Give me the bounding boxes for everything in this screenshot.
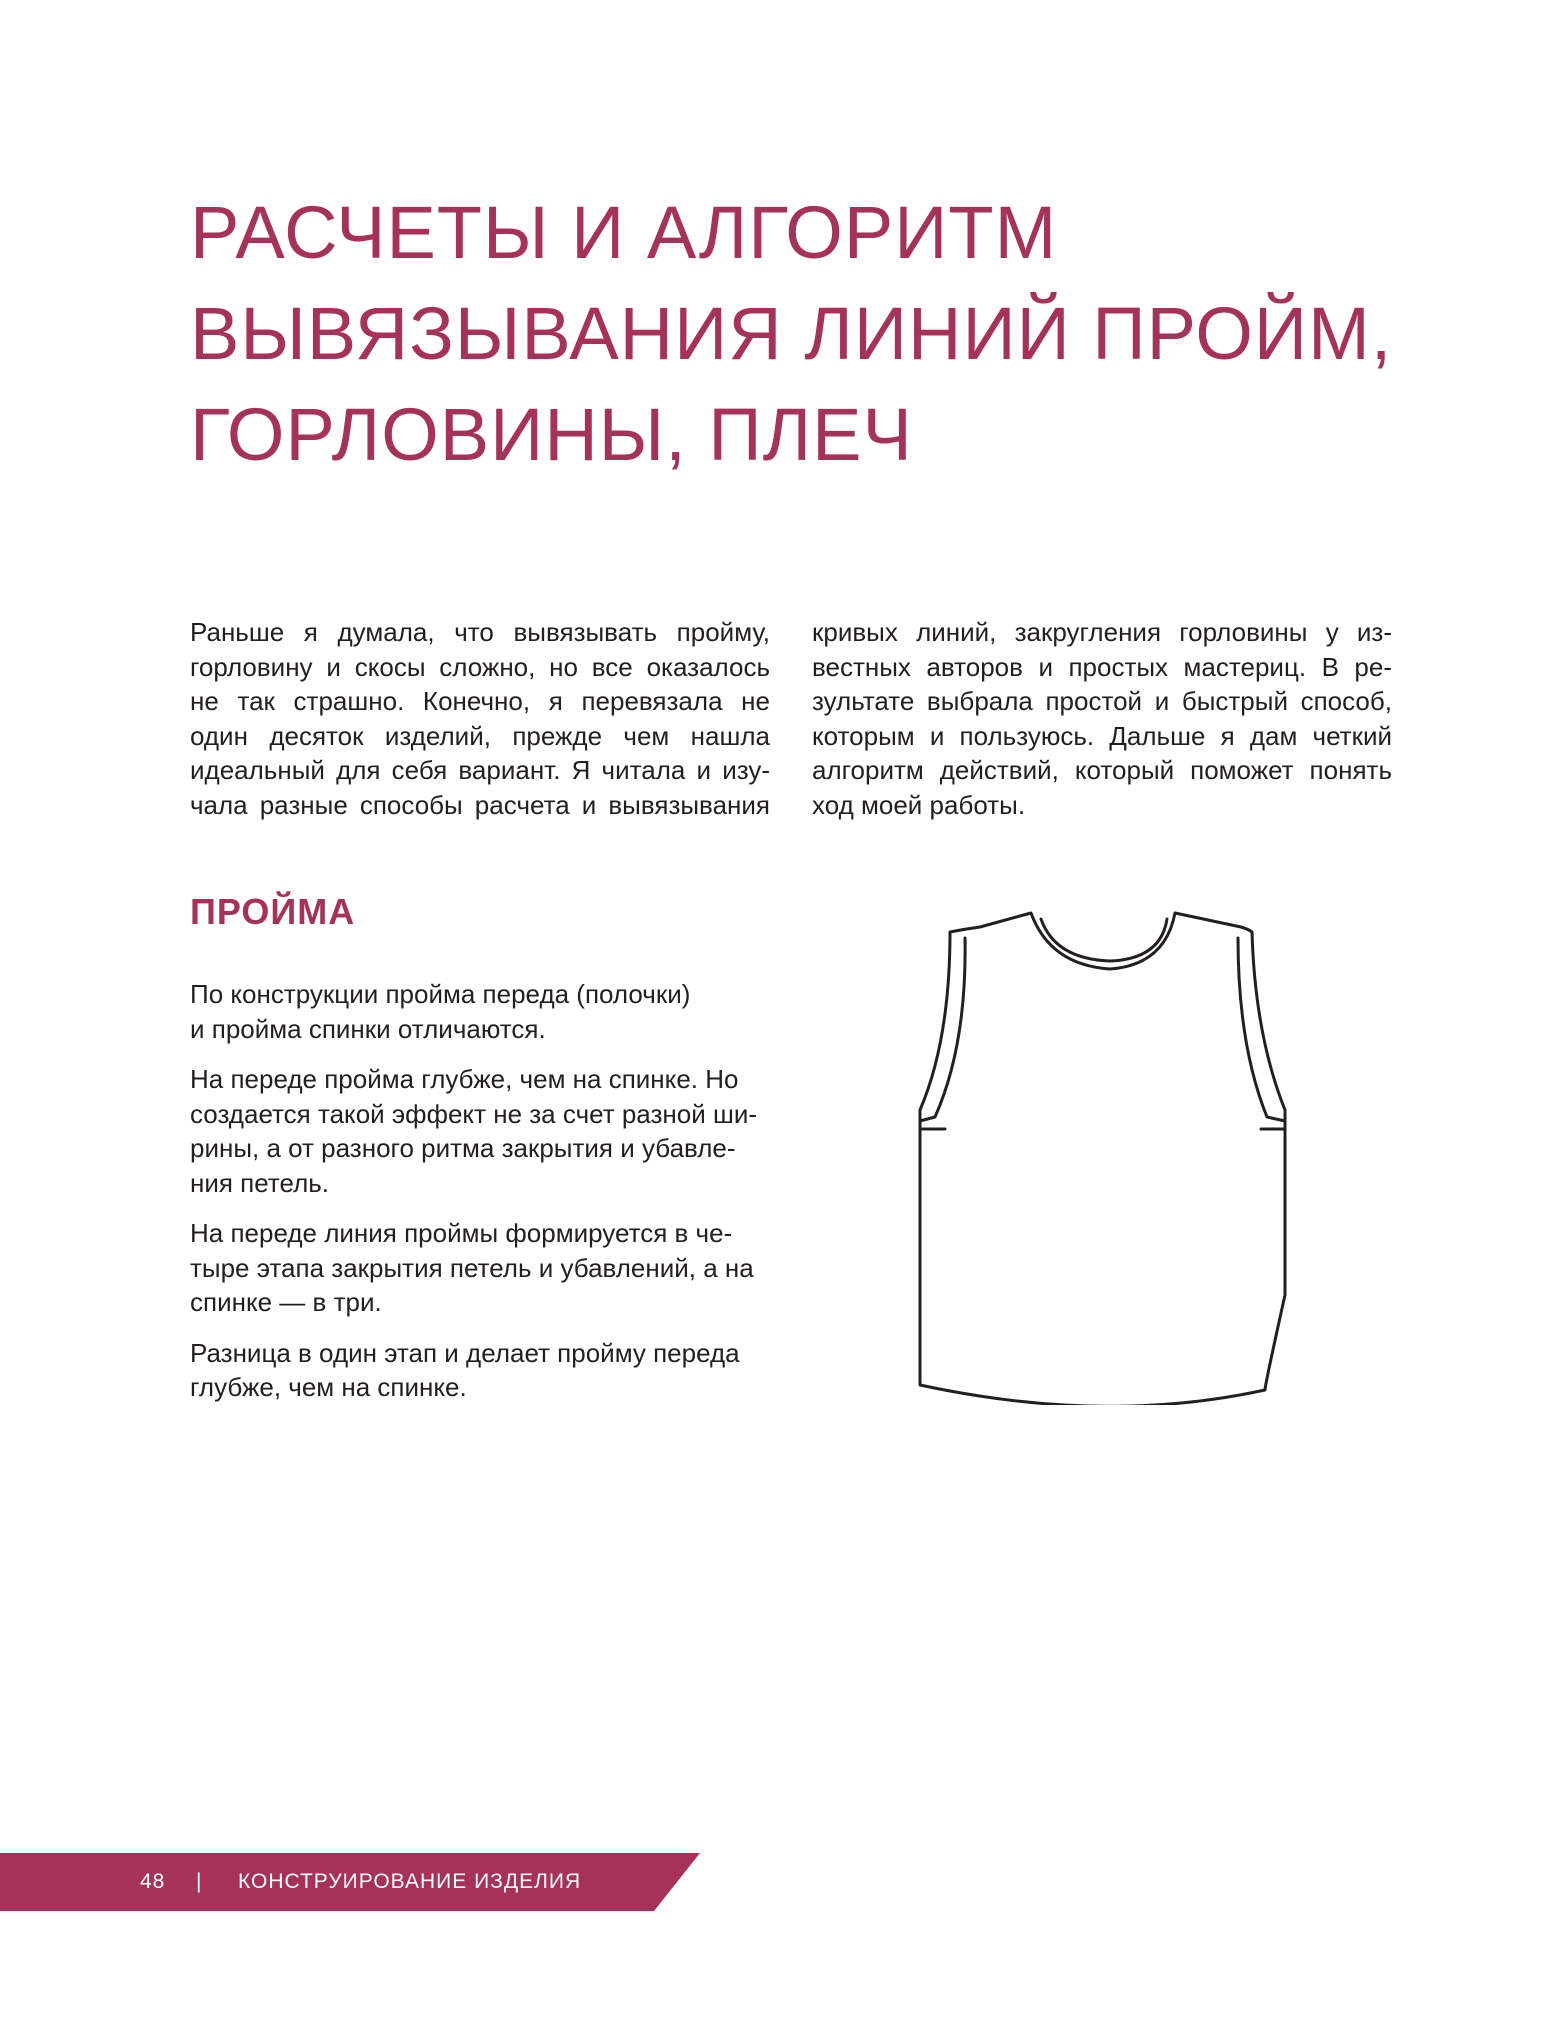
paragraph-line: создается такой эффект не за счет разной ши- — [190, 1098, 757, 1129]
intro-right-line: которым и пользуюсь. Дальше я дам четкий — [812, 720, 1392, 751]
footer-separator: | — [196, 1870, 203, 1893]
section-paragraph — [190, 1216, 770, 1320]
paragraph-line: На переде линия проймы формируется в че- — [190, 1218, 733, 1248]
intro-right-line: ход моей работы. — [812, 789, 1026, 820]
paragraph-line: спинке — в три. — [190, 1287, 382, 1317]
paragraph-line: тыре этапа закрытия петель и убавлений, а на — [190, 1252, 754, 1283]
section-paragraph — [190, 977, 770, 1046]
section-paragraph — [190, 1336, 770, 1405]
paragraph-line: По конструкции пройма переда (полочки) — [190, 979, 691, 1009]
title-line-3: ГОРЛОВИНЫ, ПЛЕЧ — [190, 393, 913, 476]
section-paragraph — [190, 1062, 770, 1200]
intro-right-line: кривых линий, закругления горловины у из- — [812, 617, 1392, 647]
paragraph-line: ния петель. — [190, 1167, 330, 1198]
paragraph-line: и пройма спинки отличаются. — [190, 1013, 546, 1044]
section-heading: ПРОЙМА — [190, 891, 356, 932]
title-line-1: РАСЧЕТЫ И АЛГОРИТМ — [190, 191, 1058, 274]
paragraph-line: Разница в один этап и делает пройму переда — [190, 1337, 740, 1368]
page-title — [190, 182, 1440, 485]
intro-right-line: вестных авторов и простых мастериц. В ре- — [812, 651, 1392, 682]
intro-left-line: Раньше я думала, что вывязывать пройму, — [190, 617, 770, 647]
intro-left-line: горловину и скосы сложно, но все оказалось — [190, 651, 770, 682]
page-number: 48 — [140, 1870, 166, 1893]
intro-left-line: не так страшно. Конечно, я перевязала не — [190, 686, 770, 716]
sleeveless-vest-icon — [905, 905, 1315, 1405]
intro-right-line: зультате выбрала простой и быстрый способ, — [812, 686, 1392, 716]
intro-column-right — [812, 615, 1392, 822]
footer-section-name: КОНСТРУИРОВАНИЕ ИЗДЕЛИЯ — [238, 1870, 582, 1893]
paragraph-line: глубже, чем на спинке. — [190, 1372, 467, 1402]
intro-left-line: идеальный для себя вариант. Я читала и изу- — [190, 755, 770, 785]
section-body — [190, 977, 770, 1421]
title-line-2: ВЫВЯЗЫВАНИЯ ЛИНИЙ ПРОЙМ, — [190, 292, 1393, 375]
intro-left-line: чала разные способы расчета и вывязывания — [190, 789, 770, 820]
intro-right-line: алгоритм действий, который поможет понять — [812, 755, 1392, 785]
paragraph-line: На переде пройма глубже, чем на спинке. Но — [190, 1064, 739, 1094]
intro-column-left — [190, 615, 770, 822]
intro-left-line: один десяток изделий, прежде чем нашла — [190, 720, 770, 751]
paragraph-line: рины, а от разного ритма закрытия и убавле- — [190, 1133, 736, 1163]
